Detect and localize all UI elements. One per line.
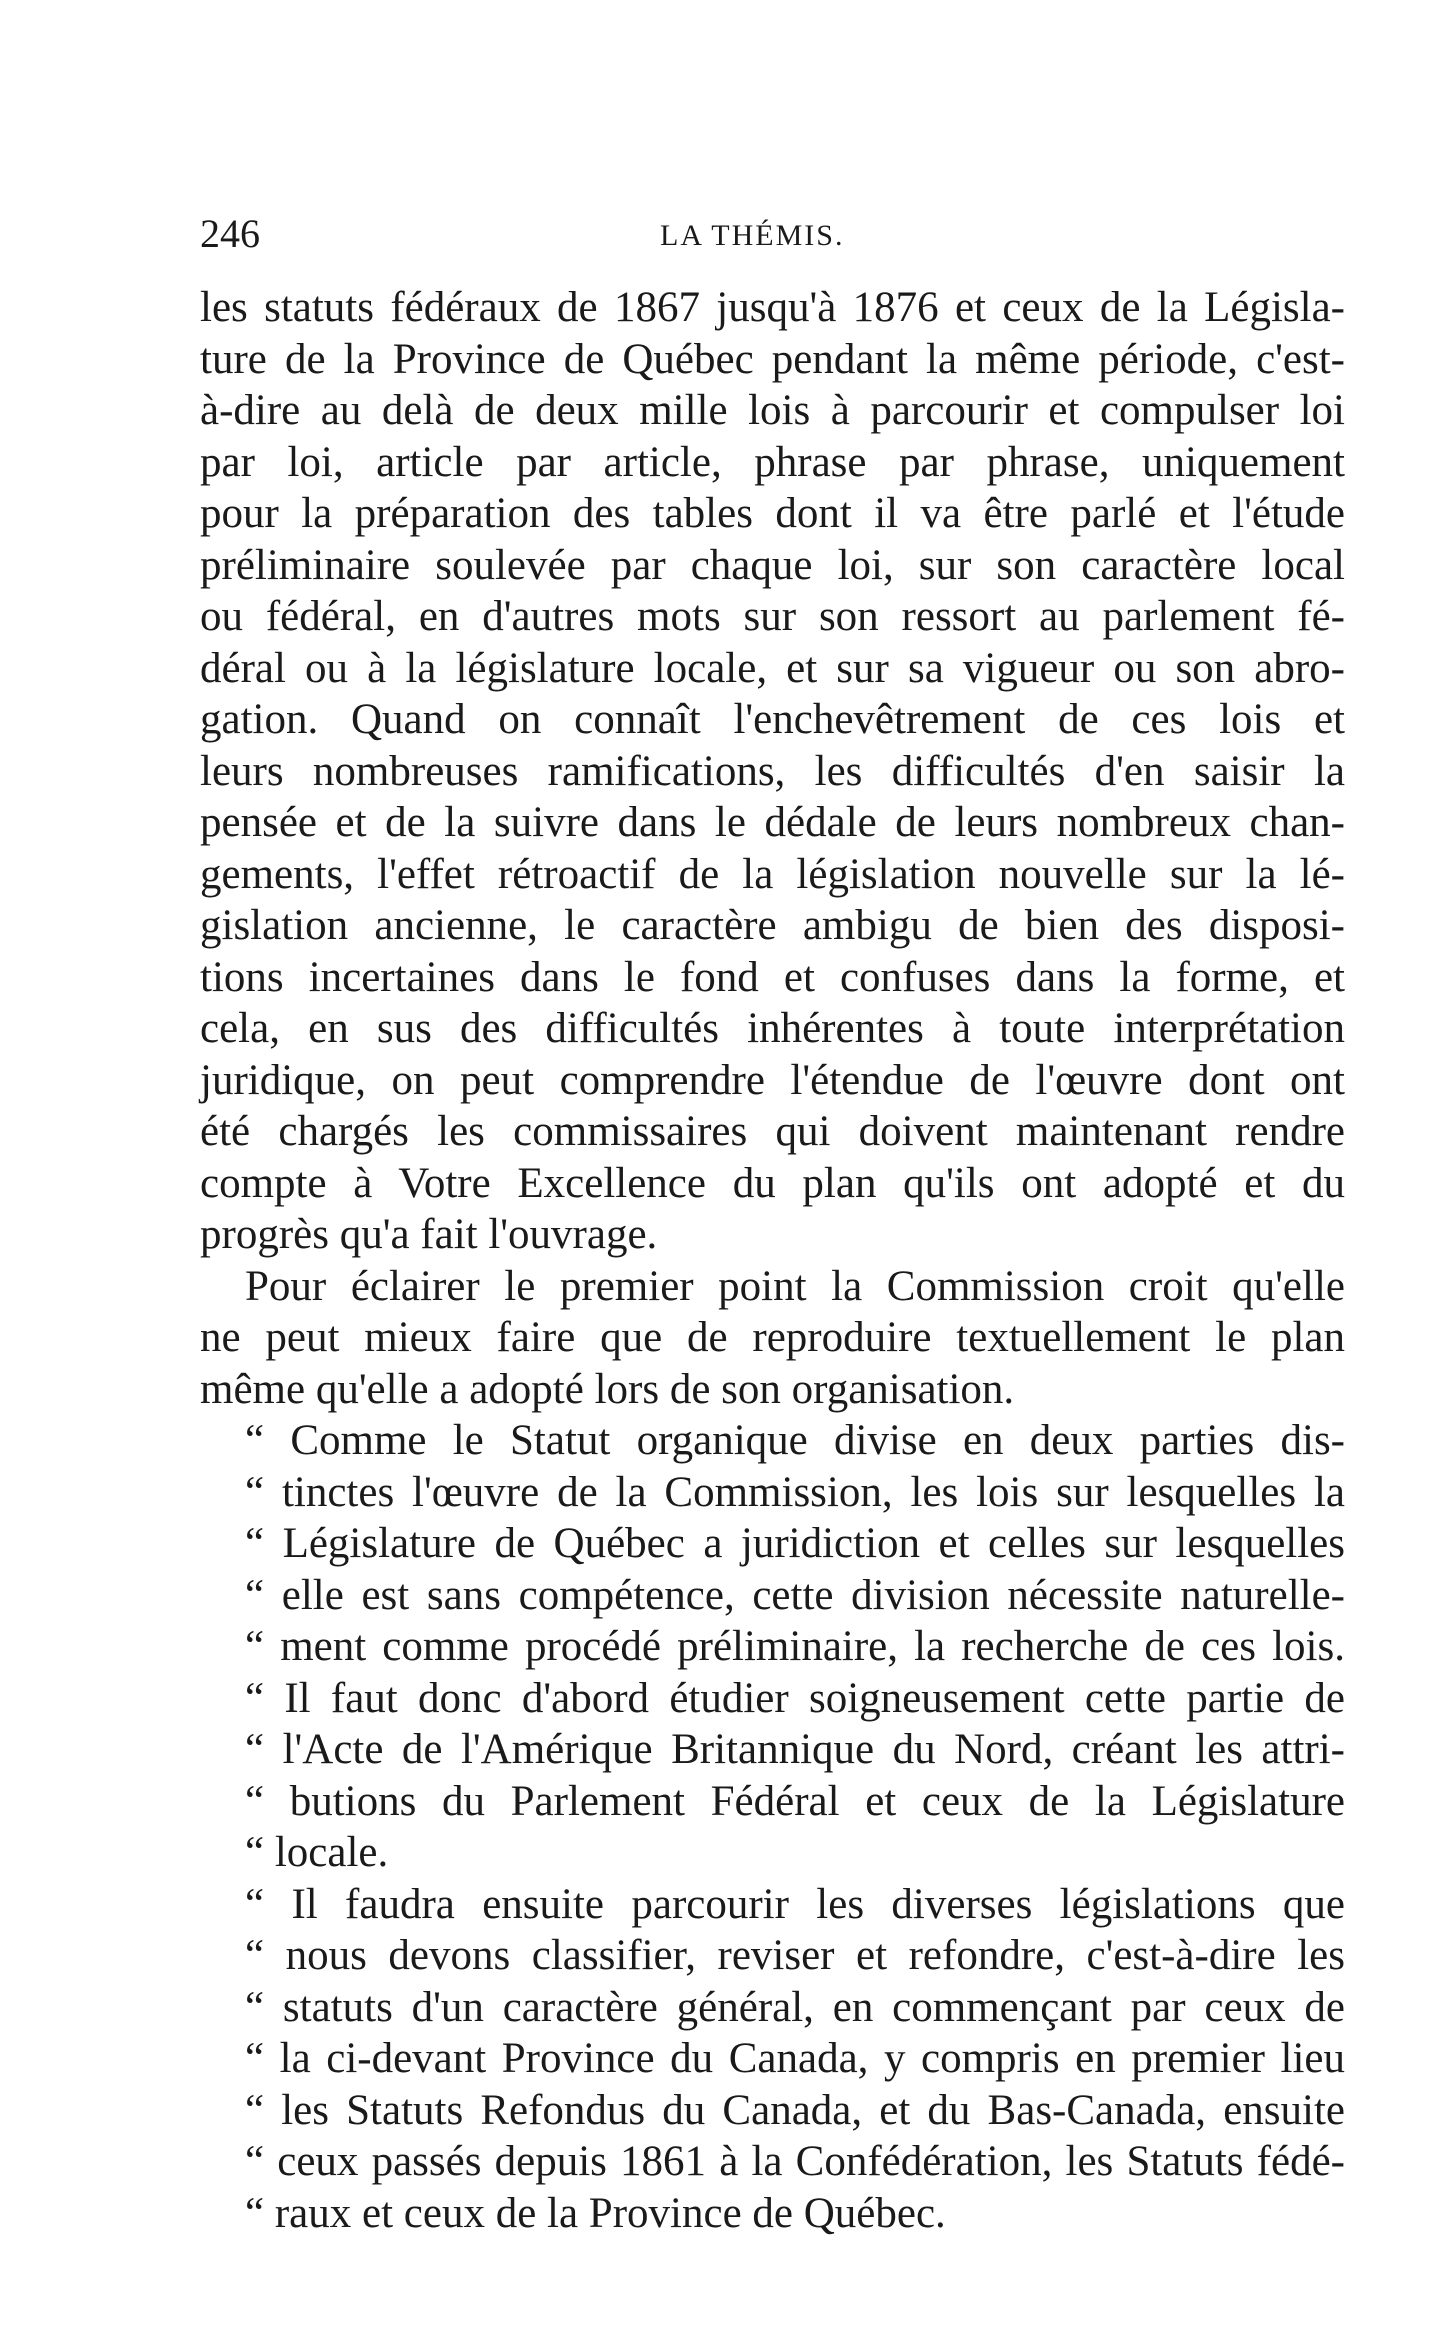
quote-line: “ ceux passés depuis 1861 à la Confédération, les Statuts fédé-: [245, 2138, 1345, 2185]
text-line: cela, en sus des difficultés inhérentes à toute interprétation: [200, 1005, 1345, 1052]
text-line: compte à Votre Excellence du plan qu'ils ont adopté et du: [200, 1159, 1345, 1207]
paragraph-end-line: progrès qu'a fait l'ouvrage.: [200, 1211, 658, 1258]
quote-end-line: “ raux et ceux de la Province de Québec.: [245, 2189, 946, 2237]
text-line: préliminaire soulevée par chaque loi, sur son caractère local: [200, 541, 1345, 589]
page-header: [200, 212, 1340, 272]
body-text: [200, 282, 1345, 2239]
text-line: pensée et de la suivre dans le dédale de leurs nombreux chan-: [200, 799, 1345, 846]
text-line: gements, l'effet rétroactif de la législation nouvelle sur la lé-: [200, 850, 1345, 898]
text-line: été chargés les commissaires qui doivent maintenant rendre: [200, 1108, 1345, 1155]
text-line: ou fédéral, en d'autres mots sur son ressort au parlement fé-: [200, 593, 1345, 640]
page-number: 246: [200, 211, 260, 256]
text-line: les statuts fédéraux de 1867 jusqu'à 1876 et ceux de la Législa-: [200, 284, 1345, 331]
text-line: à-dire au delà de deux mille lois à parcourir et compulser loi: [200, 387, 1345, 434]
running-head: LA THÉMIS.: [660, 219, 845, 252]
quote-line: “ l'Acte de l'Amérique Britannique du Nord, créant les attri-: [245, 1726, 1345, 1773]
quote-line: “ nous devons classifier, reviser et refondre, c'est-à-dire les: [245, 1932, 1345, 1979]
quote-line: “ statuts d'un caractère général, en commençant par ceux de: [245, 1983, 1345, 2031]
paragraph-first-line: Pour éclairer le premier point la Commission croit qu'elle: [245, 1262, 1345, 1310]
quote-end-line: “ locale.: [245, 1829, 389, 1876]
paragraph-end-line: même qu'elle a adopté lors de son organisation.: [200, 1365, 1015, 1413]
text-line: ne peut mieux faire que de reproduire textuellement le plan: [200, 1314, 1345, 1361]
quote-line: “ elle est sans compétence, cette division nécessite naturelle-: [245, 1571, 1345, 1619]
quote-line: “ butions du Parlement Fédéral et ceux de la Législature: [245, 1777, 1345, 1825]
quote-first-line: “ Il faut donc d'abord étudier soigneusement cette partie de: [245, 1674, 1345, 1722]
text-line: déral ou à la législature locale, et sur sa vigueur ou son abro-: [200, 644, 1345, 692]
text-line: gislation ancienne, le caractère ambigu de bien des disposi-: [200, 902, 1345, 949]
text-line: leurs nombreuses ramifications, les difficultés d'en saisir la: [200, 747, 1345, 795]
quote-line: “ tinctes l'œuvre de la Commission, les lois sur lesquelles la: [245, 1468, 1345, 1516]
quote-line: “ la ci-devant Province du Canada, y compris en premier lieu: [245, 2035, 1345, 2082]
text-line: gation. Quand on connaît l'enchevêtrement de ces lois et: [200, 696, 1345, 743]
text-line: ture de la Province de Québec pendant la même période, c'est-: [200, 335, 1345, 383]
quote-line: “ ment comme procédé préliminaire, la recherche de ces lois.: [245, 1623, 1345, 1670]
text-line: juridique, on peut comprendre l'étendue de l'œuvre dont ont: [200, 1056, 1345, 1104]
quote-first-line: “ Il faudra ensuite parcourir les diverses législations que: [245, 1880, 1345, 1928]
quote-line: “ les Statuts Refondus du Canada, et du Bas-Canada, ensuite: [245, 2086, 1345, 2134]
quote-line: “ Législature de Québec a juridiction et celles sur lesquelles: [245, 1520, 1345, 1567]
quote-first-line: “ Comme le Statut organique divise en deux parties dis-: [245, 1417, 1345, 1464]
text-line: par loi, article par article, phrase par phrase, uniquement: [200, 438, 1345, 486]
text-line: pour la préparation des tables dont il va être parlé et l'étude: [200, 490, 1345, 537]
text-line: tions incertaines dans le fond et confuses dans la forme, et: [200, 953, 1345, 1001]
